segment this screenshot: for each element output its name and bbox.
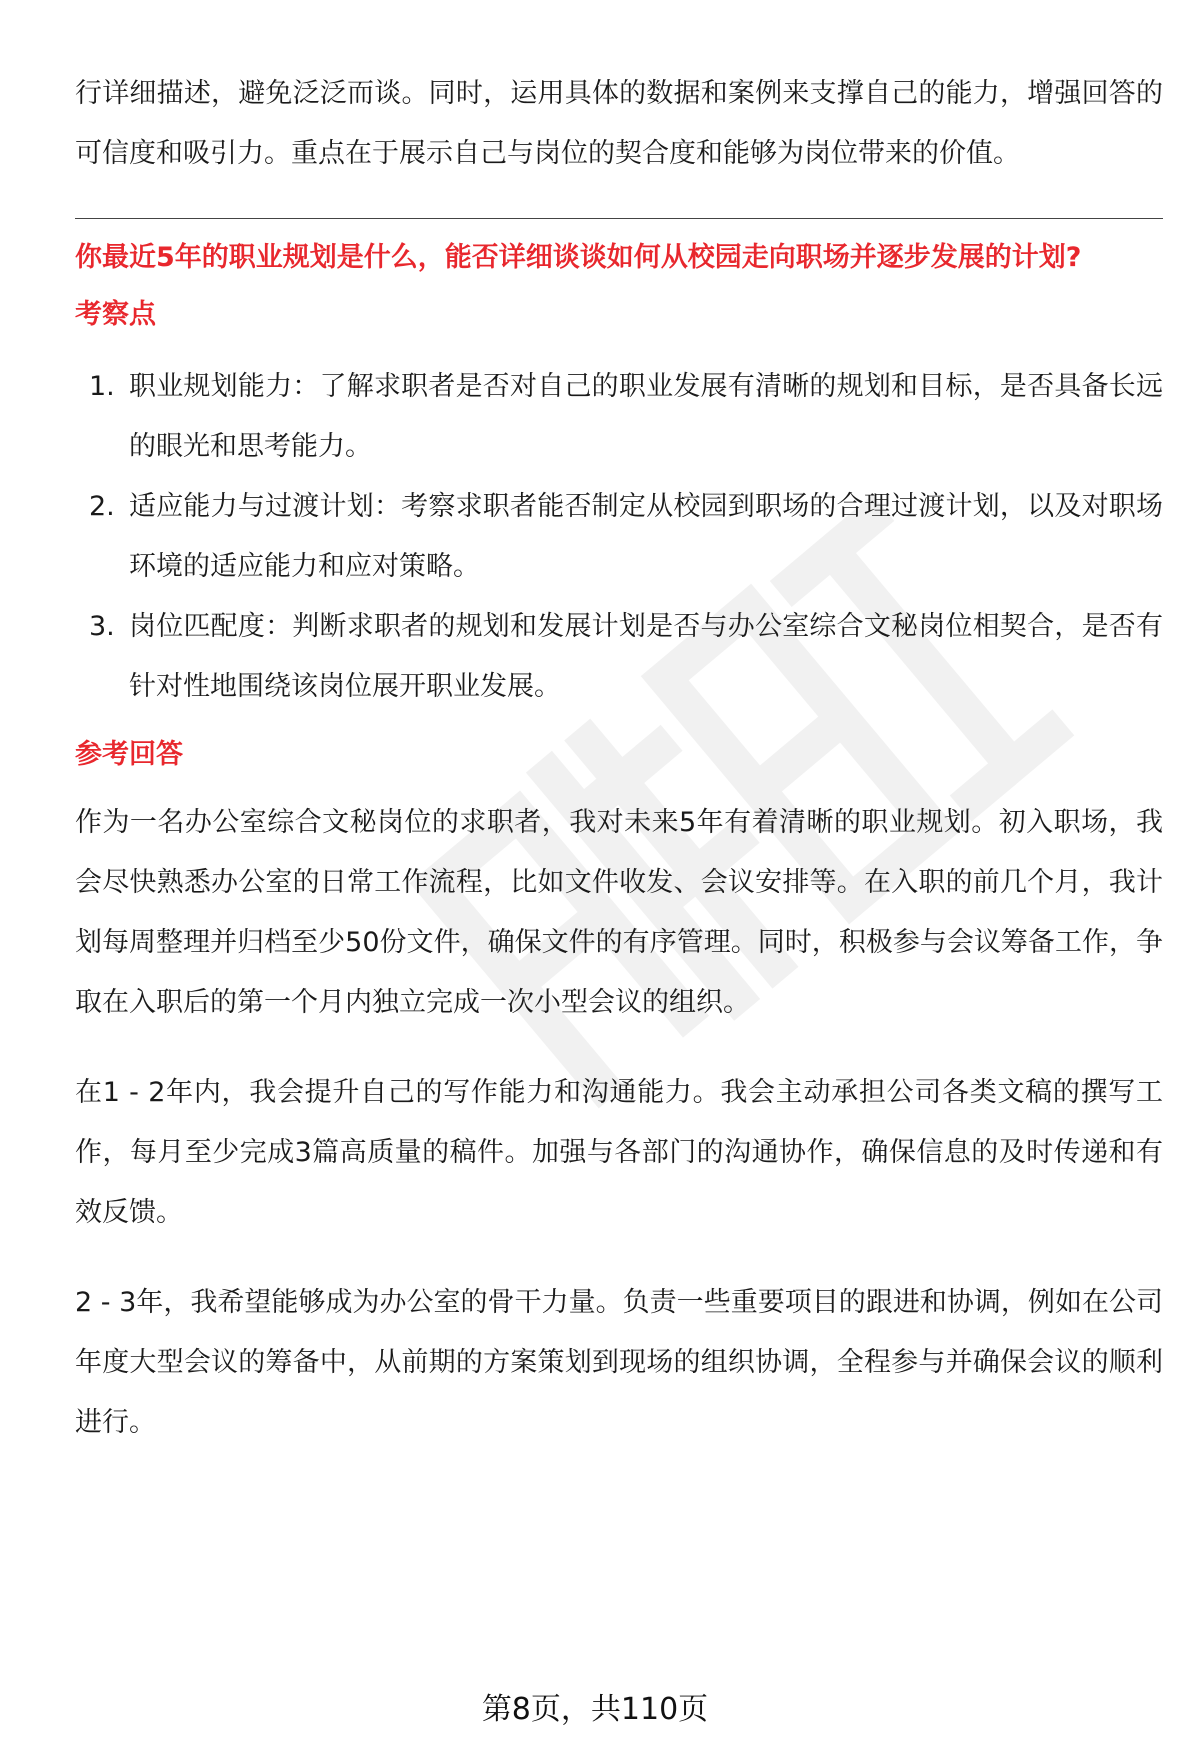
answer-paragraph: 在1 - 2年内，我会提升自己的写作能力和沟通能力。我会主动承担公司各类文稿的撰写工作，每月至少完成3篇高质量的稿件。加强与各部门的沟通协作，确保信息的及时传递和有效反馈。 xyxy=(75,1077,1163,1228)
question-heading: 你最近5年的职业规划是什么，能否详细谈谈如何从校园走向职场并逐步发展的计划? xyxy=(75,242,1082,273)
answer-title: 参考回答 xyxy=(75,739,183,770)
list-item-number: 2. xyxy=(89,491,115,522)
list-item-number: 3. xyxy=(89,611,115,642)
list-item xyxy=(75,357,1163,477)
answer-paragraph: 2 - 3年，我希望能够成为办公室的骨干力量。负责一些重要项目的跟进和协调，例如在公司年度大型会议的筹备中，从前期的方案策划到现场的组织协调，全程参与并确保会议的顺利进行。 xyxy=(75,1287,1163,1438)
list-item xyxy=(75,477,1163,597)
examination-list xyxy=(75,357,1163,717)
page-content xyxy=(75,64,1163,1483)
list-item xyxy=(75,597,1163,717)
answer-paragraph: 作为一名办公室综合文秘岗位的求职者，我对未来5年有着清晰的职业规划。初入职场，我会尽快熟悉办公室的日常工作流程，比如文件收发、会议安排等。在入职的前几个月，我计划每周整理并归档至少50份文件，确保文件的有序管理。同时，积极参与会议筹备工作，争取在入职后的第一个月内独立完成一次小型会议的组织。 xyxy=(75,807,1163,1018)
section-divider xyxy=(75,218,1163,219)
intro-paragraph: 行详细描述，避免泛泛而谈。同时，运用具体的数据和案例来支撑自己的能力，增强回答的可信度和吸引力。重点在于展示自己与岗位的契合度和能够为岗位带来的价值。 xyxy=(75,78,1163,169)
examination-title: 考察点 xyxy=(75,299,156,330)
list-item-number: 1. xyxy=(89,371,115,402)
list-item-text: 岗位匹配度：判断求职者的规划和发展计划是否与办公室综合文秘岗位相契合，是否有针对性地围绕该岗位展开职业发展。 xyxy=(129,611,1163,702)
list-item-text: 职业规划能力：了解求职者是否对自己的职业发展有清晰的规划和目标，是否具备长远的眼光和思考能力。 xyxy=(129,371,1163,462)
list-item-text: 适应能力与过渡计划：考察求职者能否制定从校园到职场的合理过渡计划，以及对职场环境的适应能力和应对策略。 xyxy=(129,491,1163,582)
page-number-footer: 第8页，共110页 xyxy=(481,1692,709,1727)
